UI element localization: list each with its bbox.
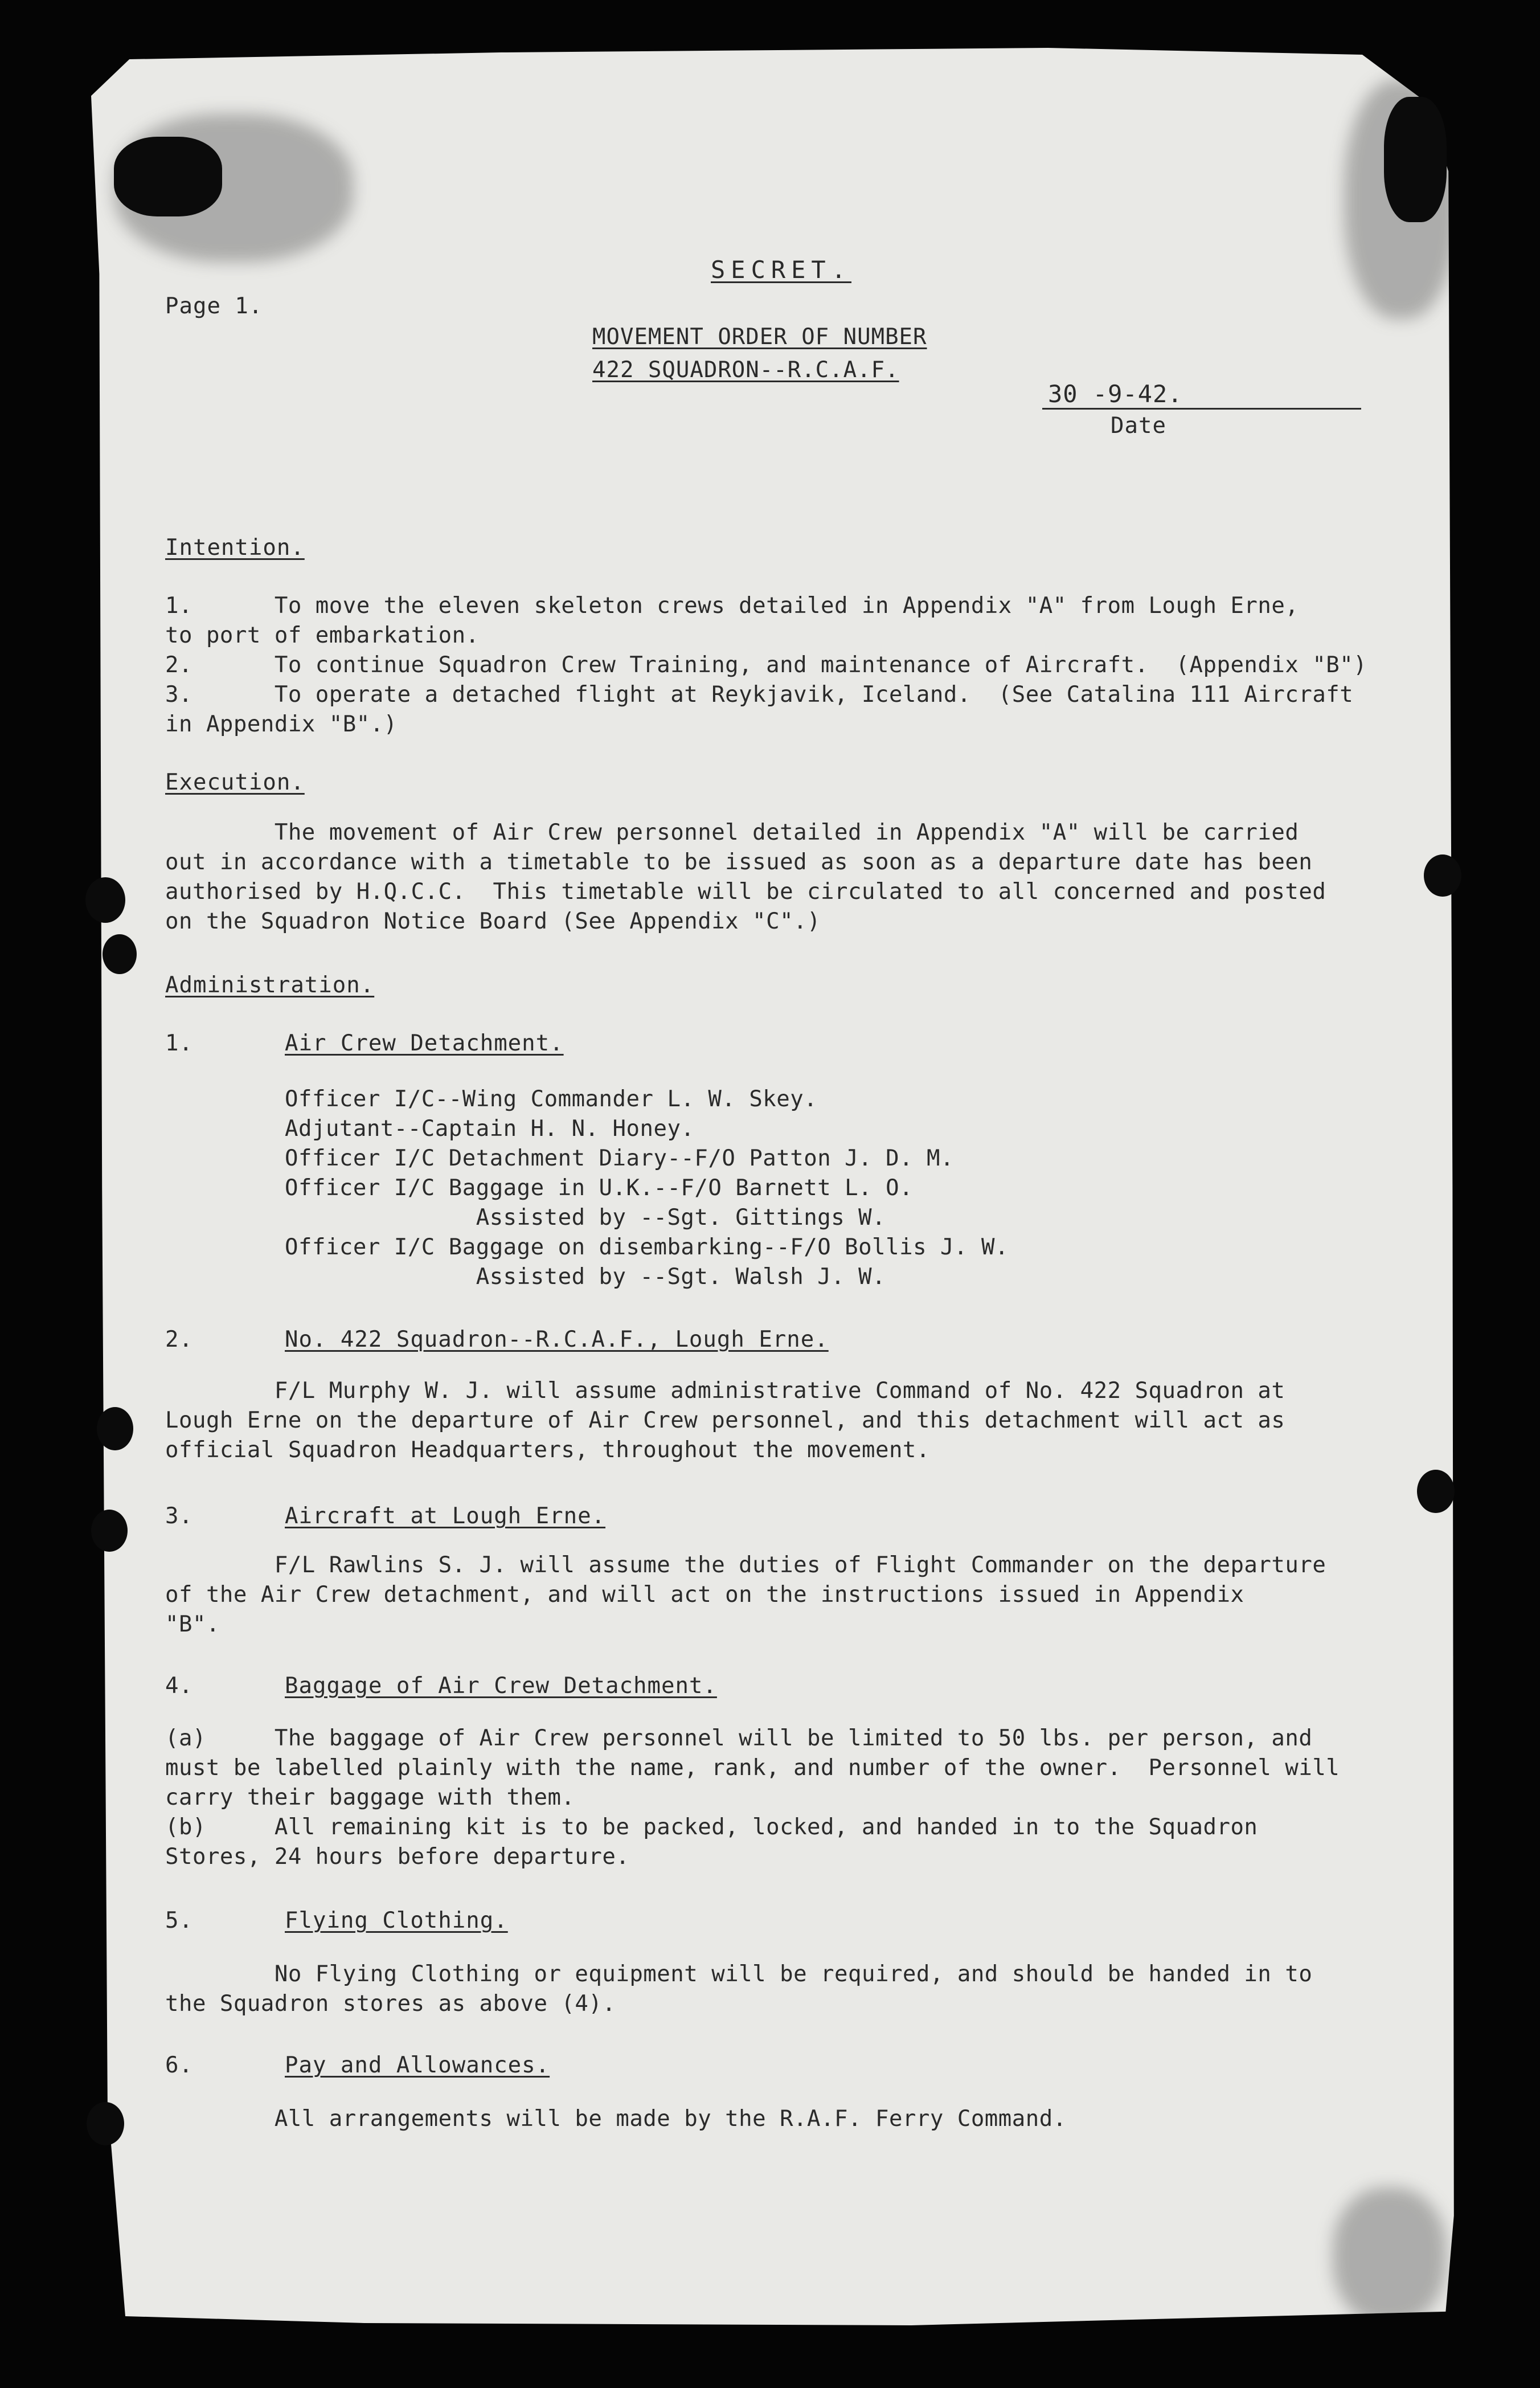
punch-hole [103, 934, 137, 974]
baggage-paragraph [165, 1724, 1430, 1872]
item-number: 1. [165, 1031, 193, 1056]
corner-tear [1384, 97, 1447, 222]
item-number: 3. [165, 1503, 193, 1529]
squadron-paragraph [165, 1376, 1430, 1465]
text-line: Adjutant--Captain H. N. Honey. [285, 1116, 695, 1142]
item-heading-baggage: Baggage of Air Crew Detachment. [285, 1673, 717, 1699]
page-number: Page 1. [165, 293, 263, 319]
text-line: Stores, 24 hours before departure. [165, 1844, 630, 1870]
item-number: 5. [165, 1908, 193, 1933]
punch-hole [97, 1407, 133, 1450]
item-number: 2. [165, 1327, 193, 1352]
execution-paragraph [165, 818, 1430, 937]
date-label: Date [1111, 413, 1166, 439]
text-line: F/L Murphy W. J. will assume administrative Command of No. 422 Squadron at [165, 1378, 1285, 1404]
text-line: on the Squadron Notice Board (See Appendix "C".) [165, 909, 821, 934]
punch-hole [85, 877, 125, 923]
text-line: All arrangements will be made by the R.A.F. Ferry Command. [165, 2106, 1067, 2132]
pay-allowances-paragraph [165, 2104, 1430, 2134]
air-crew-detachment-list [285, 1085, 1395, 1292]
text-line: (b) All remaining kit is to be packed, locked, and handed in to the Squadron [165, 1814, 1258, 1840]
item-number: 4. [165, 1673, 193, 1699]
text-line: The movement of Air Crew personnel detailed in Appendix "A" will be carried [165, 820, 1299, 845]
flying-clothing-paragraph [165, 1960, 1430, 2019]
text-line: in Appendix "B".) [165, 712, 398, 737]
section-heading-intention: Intention. [165, 535, 305, 561]
intention-paragraph [165, 591, 1430, 739]
text-line: Assisted by --Sgt. Gittings W. [285, 1205, 886, 1230]
text-line: 2. To continue Squadron Crew Training, and maintenance of Aircraft. (Appendix "B") [165, 652, 1367, 678]
text-line: Officer I/C Baggage on disembarking--F/O Bollis J. W. [285, 1234, 1009, 1260]
text-line: Officer I/C--Wing Commander L. W. Skey. [285, 1086, 818, 1112]
text-line: carry their baggage with them. [165, 1785, 575, 1810]
item-heading-flying-clothing: Flying Clothing. [285, 1908, 508, 1933]
corner-stain-bottom-right [1333, 2187, 1447, 2324]
text-line: No Flying Clothing or equipment will be required, and should be handed in to [165, 1961, 1313, 1987]
text-line: Officer I/C Detachment Diary--F/O Patton J. D. M. [285, 1146, 955, 1171]
document-subtitle: 422 SQUADRON--R.C.A.F. [592, 357, 899, 383]
section-heading-administration: Administration. [165, 972, 375, 998]
text-line: out in accordance with a timetable to be issued as soon as a departure date has been [165, 849, 1313, 875]
text-line: official Squadron Headquarters, throughout the movement. [165, 1437, 930, 1463]
item-heading-squadron-lough-erne: No. 422 Squadron--R.C.A.F., Lough Erne. [285, 1327, 829, 1352]
text-line: Officer I/C Baggage in U.K.--F/O Barnett L. O. [285, 1175, 914, 1201]
punch-hole [91, 1510, 128, 1552]
aircraft-paragraph [165, 1551, 1430, 1639]
item-heading-air-crew-detachment: Air Crew Detachment. [285, 1031, 564, 1056]
text-line: authorised by H.Q.C.C. This timetable will be circulated to all concerned and posted [165, 879, 1326, 905]
date-value: 30 -9-42. [1048, 380, 1183, 408]
corner-tear [114, 137, 222, 216]
text-line: 3. To operate a detached flight at Reykjavik, Iceland. (See Catalina 111 Aircraft [165, 682, 1354, 708]
item-heading-pay-allowances: Pay and Allowances. [285, 2052, 550, 2078]
text-line: "B". [165, 1612, 220, 1637]
item-number: 6. [165, 2052, 193, 2078]
item-heading-aircraft: Aircraft at Lough Erne. [285, 1503, 606, 1529]
text-line: Lough Erne on the departure of Air Crew personnel, and this detachment will act as [165, 1408, 1285, 1433]
text-line: (a) The baggage of Air Crew personnel will be limited to 50 lbs. per person, and [165, 1725, 1313, 1751]
document-title: MOVEMENT ORDER OF NUMBER [592, 324, 927, 350]
text-line: the Squadron stores as above (4). [165, 1991, 616, 2017]
punch-hole [1417, 1470, 1455, 1513]
text-line: 1. To move the eleven skeleton crews detailed in Appendix "A" from Lough Erne, [165, 593, 1299, 619]
text-line: must be labelled plainly with the name, rank, and number of the owner. Personnel will [165, 1755, 1340, 1781]
text-line: Assisted by --Sgt. Walsh J. W. [285, 1264, 886, 1290]
date-rule [1042, 408, 1361, 410]
classification-heading: SECRET. [711, 256, 852, 284]
section-heading-execution: Execution. [165, 770, 305, 795]
text-line: F/L Rawlins S. J. will assume the duties of Flight Commander on the departure [165, 1552, 1326, 1578]
text-line: of the Air Crew detachment, and will act on the instructions issued in Appendix [165, 1582, 1244, 1608]
punch-hole [87, 2102, 124, 2145]
text-line: to port of embarkation. [165, 623, 480, 648]
